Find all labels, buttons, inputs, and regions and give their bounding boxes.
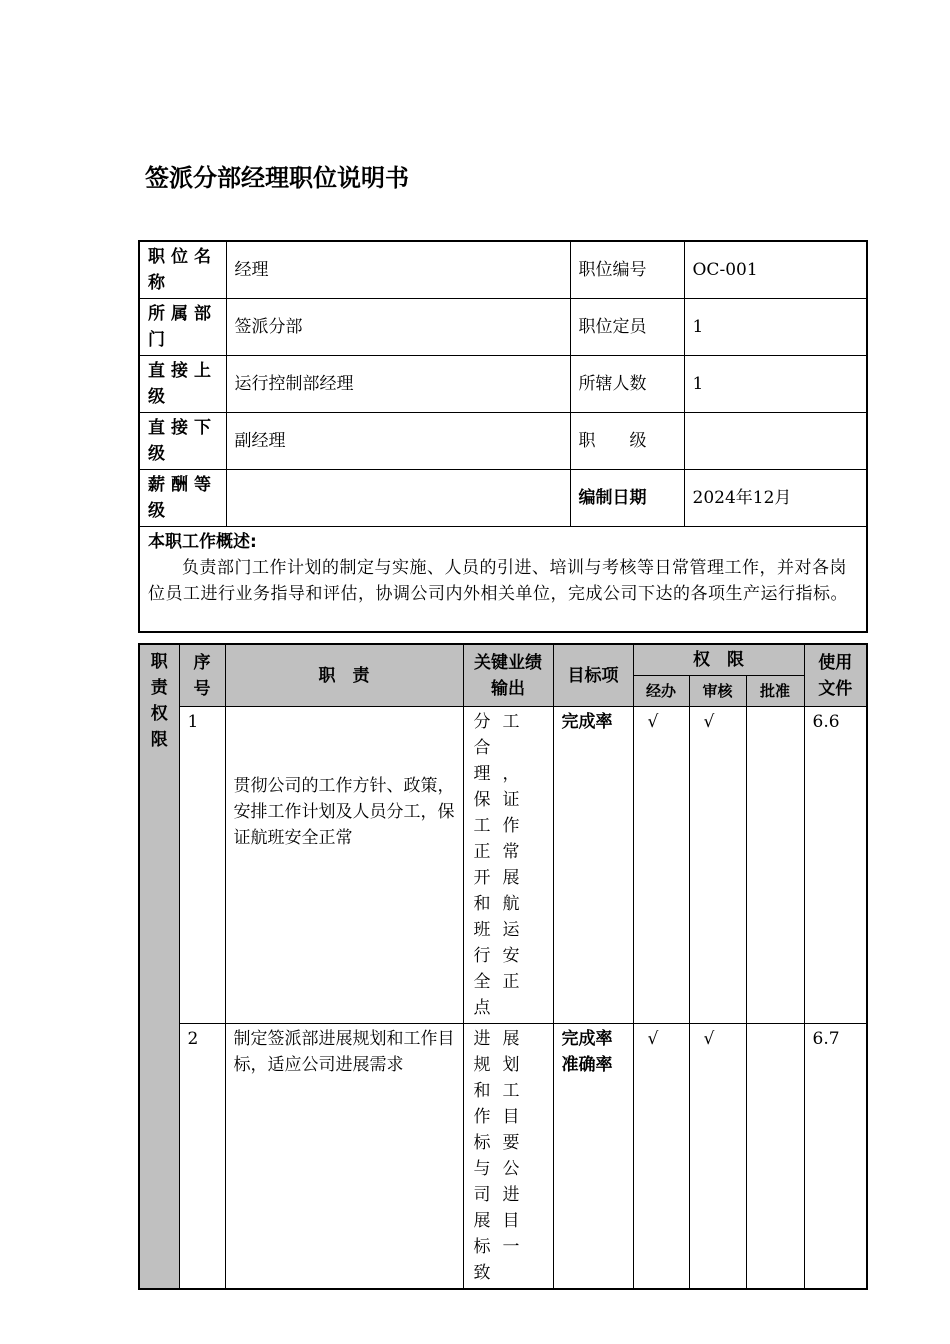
summary-text: 负责部门工作计划的制定与实施、人员的引进、培训与考核等日常管理工作，并对各岗位员工进行业务指导和评估，协调公司内外相关单位，完成公司下达的各项生产运行指标。 [148,558,848,604]
info-label: 所属部门 [139,299,226,356]
handle-cell: √ [633,1024,689,1290]
summary-row [139,527,867,632]
info-value [226,470,570,527]
side-label: 职责权限 [150,652,168,750]
info-label: 职位名称 [139,241,226,299]
info-value-2: OC-001 [684,241,867,299]
position-info-table [138,240,868,633]
duty-cell: 贯彻公司的工作方针、政策，安排工作计划及人员分工，保证航班安全正常 [225,707,463,1024]
info-row [139,470,867,527]
target-cell: 完成率准确率 [553,1024,633,1290]
info-value: 经理 [226,241,570,299]
info-value: 运行控制部经理 [226,356,570,413]
approve-cell [746,707,804,1024]
info-label-2: 职位编号 [570,241,684,299]
info-label-2: 所辖人数 [570,356,684,413]
duty-cell: 制定签派部进展规划和工作目标，适应公司进展需求 [225,1024,463,1290]
auth-approve-header: 批准 [746,676,804,707]
seq-cell: 2 [179,1024,225,1290]
info-label-2: 职位定员 [570,299,684,356]
target-cell: 完成率 [553,707,633,1024]
review-cell: √ [689,1024,746,1290]
info-row [139,413,867,470]
duty-header: 职 责 [225,644,463,707]
header-row [139,644,867,676]
output-cell: 分工合理，保证工作正常开展和航班运行安全正点 [463,707,553,1024]
duties-table [138,643,868,1290]
info-label-2: 编制日期 [570,470,684,527]
seq-header: 序号 [179,644,225,707]
auth-review-header: 审核 [689,676,746,707]
summary-cell [139,527,867,632]
info-row [139,241,867,299]
info-value: 签派分部 [226,299,570,356]
output-header: 关键业绩输出 [463,644,553,707]
auth-handle-header: 经办 [633,676,689,707]
info-label-2: 职 级 [570,413,684,470]
seq-cell: 1 [179,707,225,1024]
authority-header: 权 限 [633,644,804,676]
doc-header: 使用文件 [804,644,867,707]
target-header: 目标项 [553,644,633,707]
info-value-2: 1 [684,356,867,413]
info-value-2: 2024年12月 [684,470,867,527]
table-row [139,707,867,1024]
page-title: 签派分部经理职位说明书 [145,164,409,192]
info-row [139,299,867,356]
info-value-2: 1 [684,299,867,356]
info-label: 直接上级 [139,356,226,413]
doc-cell: 6.6 [804,707,867,1024]
info-row [139,356,867,413]
info-value-2 [684,413,867,470]
review-cell: √ [689,707,746,1024]
info-label: 直接下级 [139,413,226,470]
summary-heading: 本职工作概述: [148,532,257,552]
approve-cell [746,1024,804,1290]
output-cell: 进展规划和工作目标要与公司进展目标一致 [463,1024,553,1290]
handle-cell: √ [633,707,689,1024]
info-value: 副经理 [226,413,570,470]
info-label: 薪酬等级 [139,470,226,527]
table-row [139,1024,867,1290]
doc-cell: 6.7 [804,1024,867,1290]
side-label-cell [139,644,179,1289]
